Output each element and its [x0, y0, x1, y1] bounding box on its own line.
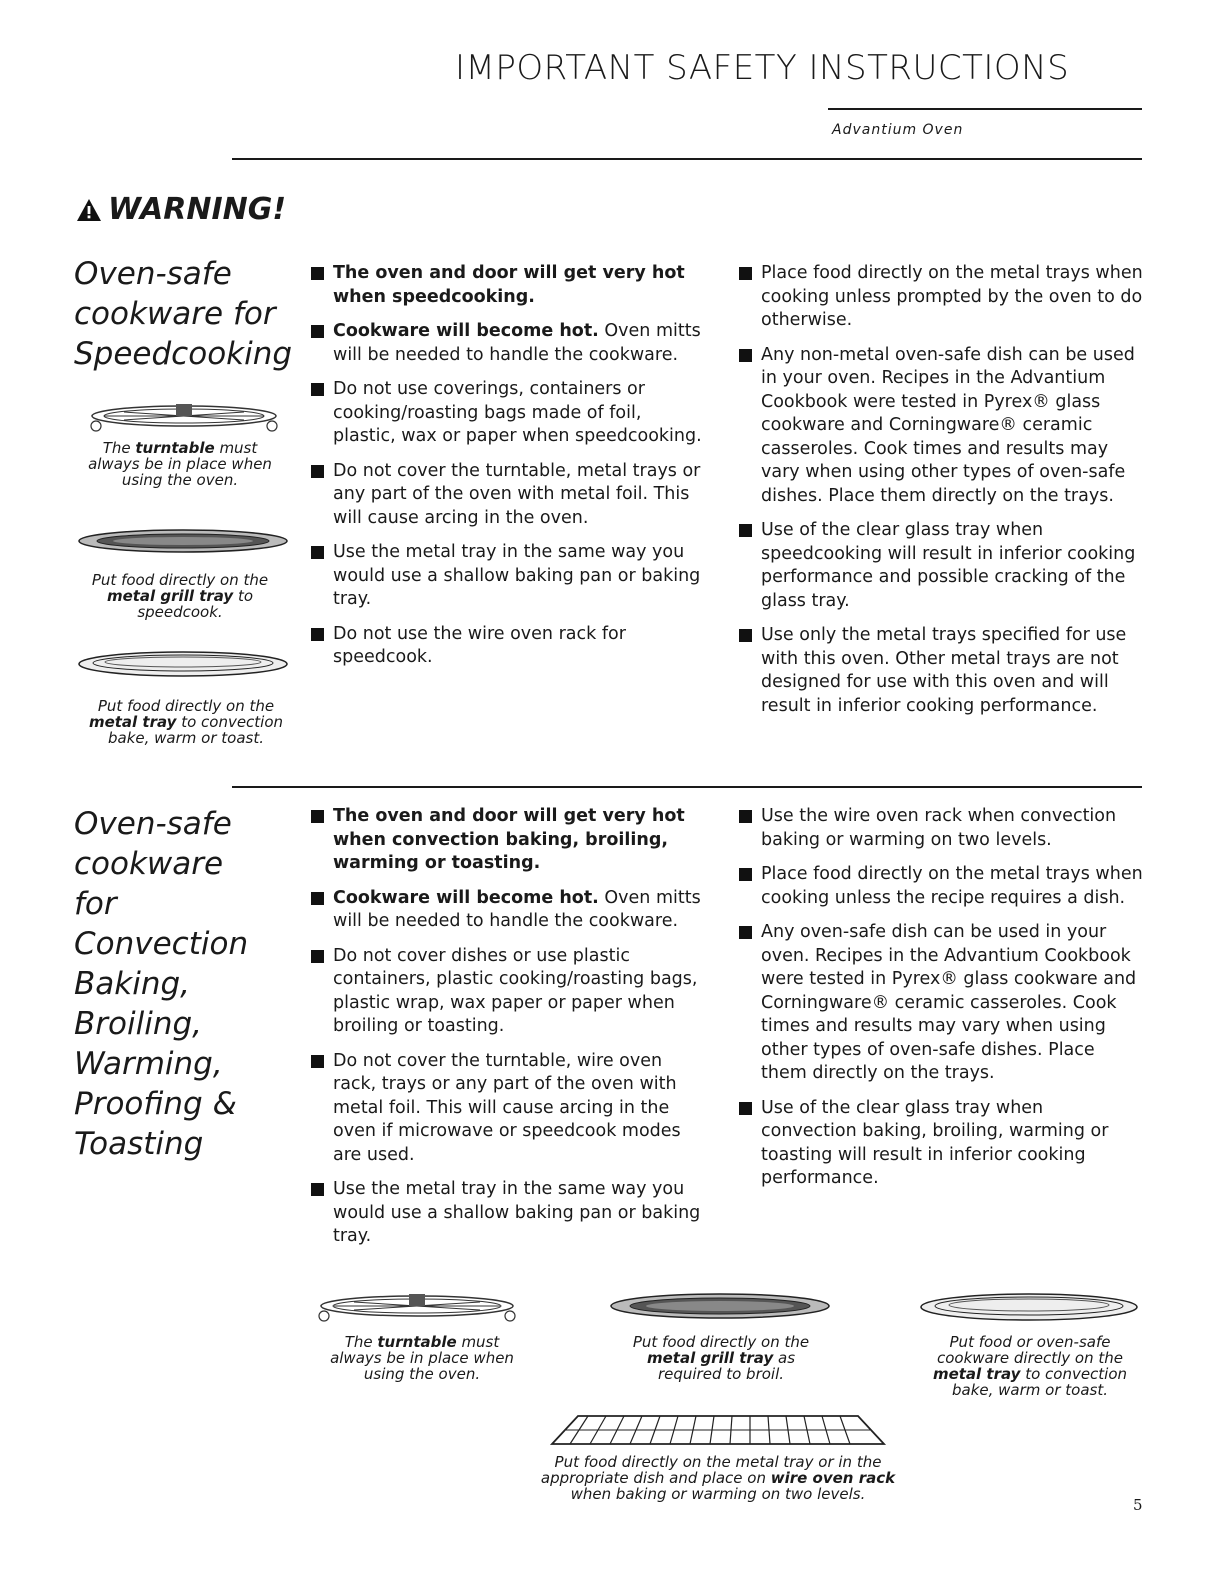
section2-title-line: Warming,: [74, 1046, 223, 1082]
bottom-metal-tray-caption: [920, 1334, 1140, 1398]
metal-grill-tray-illustration: [76, 528, 290, 554]
bullet-text: Place food directly on the metal trays when cooking unless the recipe requires a dish.: [761, 864, 1143, 908]
wire-oven-rack-illustration: [548, 1412, 888, 1448]
caption-bold: metal tray: [88, 713, 177, 731]
page-number: 5: [1133, 1496, 1143, 1514]
section2-title-line: Toasting: [74, 1126, 204, 1162]
caption-text: Put food directly on the: [97, 697, 275, 715]
bullet-item: [739, 805, 1144, 852]
section1-column-2: [739, 262, 1144, 729]
bottom-grill-caption: [616, 1334, 826, 1382]
caption-text: to convection bake, warm or toast.: [108, 713, 284, 747]
section1-column-1: [311, 262, 706, 681]
metal-tray-caption: [80, 698, 292, 746]
bullet-text: Use only the metal trays specified for use with this oven. Other metal trays are not designed for use with this oven and will result in inferior cooking performance.: [761, 625, 1127, 716]
section2-title-line: Proofing &: [74, 1086, 237, 1122]
caption-text: when baking or warming on two levels.: [570, 1485, 866, 1503]
bullet-bold: Cookware will become hot.: [333, 321, 599, 341]
warning-heading: [76, 192, 286, 227]
caption-text: must always be in place when using the oven.: [88, 439, 272, 489]
caption-bold: metal tray: [932, 1365, 1021, 1383]
metal-tray-illustration: [76, 650, 290, 678]
bullet-item: [739, 262, 1144, 333]
turntable-illustration-bottom: [312, 1288, 522, 1328]
bullet-item: [739, 921, 1144, 1086]
section-divider: [232, 786, 1142, 788]
bullet-text: Do not cover dishes or use plastic containers, plastic cooking/roasting bags, plastic wrap, wax paper or paper when broiling or toasting.: [333, 945, 698, 1036]
bullet-item: [739, 1097, 1144, 1191]
caption-text: as required to broil.: [657, 1349, 796, 1383]
bullet-text: Use the metal tray in the same way you would use a shallow baking pan or baking tray.: [333, 542, 701, 609]
bullet-item: [739, 344, 1144, 509]
bullet-text: Do not cover the turntable, wire oven rack, trays or any part of the oven with metal foil. This will cause arcing in the oven if microwave or speedcook modes are used.: [333, 1050, 681, 1165]
bullet-item: [311, 945, 706, 1039]
bullet-item: [311, 378, 706, 449]
caption-text: to speedcook.: [137, 587, 254, 621]
header-rule-long: [232, 158, 1142, 160]
product-subtitle: Advantium Oven: [832, 122, 964, 138]
grill-tray-caption: [80, 572, 280, 620]
bullet-text: Use of the clear glass tray when speedcooking will result in inferior cooking performance and possible cracking of the glass tray.: [761, 520, 1136, 611]
caption-bold: turntable: [377, 1333, 457, 1351]
bullet-item: [311, 541, 706, 612]
bullet-text: Use of the clear glass tray when convection baking, broiling, warming or toasting will result in inferior cooking performance.: [761, 1097, 1109, 1188]
bullet-item: [311, 887, 706, 934]
caption-text: Put food directly on the metal tray or in the appropriate dish and place on: [540, 1453, 882, 1487]
bullet-text: Do not cover the turntable, metal trays or any part of the oven with metal foil. This will cause arcing in the oven.: [333, 460, 701, 528]
caption-text: The: [344, 1333, 378, 1351]
bottom-rack-caption: [528, 1454, 908, 1502]
bullet-text: Oven mitts will be needed to handle the cookware.: [333, 321, 701, 365]
section2-title-line: Baking,: [74, 966, 191, 1002]
bullet-item: [311, 623, 706, 670]
caption-text: Put food directly on the: [91, 571, 269, 589]
bullet-bold: The oven and door will get very hot when convection baking, broiling, warming or toasting.: [333, 806, 685, 873]
section2-column-1: [311, 805, 706, 1260]
bullet-item: [311, 320, 706, 367]
header-rule-short: [828, 108, 1142, 110]
bullet-text: Any oven-safe dish can be used in your oven. Recipes in the Advantium Cookbook were tested in Pyrex® glass cookware and Corningware® ceramic casseroles. Cook times and results may vary when using other types of oven-safe dishes. Place them directly on the trays.: [761, 922, 1137, 1083]
section1-title-line: cookware for: [74, 296, 276, 332]
bullet-item: [739, 863, 1144, 910]
bullet-text: Do not use the wire oven rack for speedcook.: [333, 623, 626, 667]
section2-title-line: Convection: [74, 926, 249, 962]
turntable-caption: [80, 440, 280, 488]
bullet-item: [311, 1178, 706, 1249]
section2-title-line: cookware: [74, 846, 224, 882]
page-title: IMPORTANT SAFETY INSTRUCTIONS: [455, 48, 1070, 88]
metal-grill-tray-illustration-bottom: [608, 1292, 832, 1320]
warning-triangle-icon: [76, 198, 102, 222]
bullet-text: Use the wire oven rack when convection baking or warming on two levels.: [761, 806, 1117, 850]
bullet-bold: Cookware will become hot.: [333, 887, 599, 908]
bullet-item: [311, 805, 706, 876]
bullet-bold: The oven and door will get very hot when speedcooking.: [333, 263, 685, 307]
caption-text: Put food or oven-safe cookware directly on the: [936, 1333, 1123, 1367]
section1-title: [74, 254, 294, 374]
caption-text: The: [102, 439, 136, 457]
caption-text: to convection bake, warm or toast.: [952, 1365, 1128, 1399]
bullet-item: [739, 624, 1144, 718]
caption-text: must always be in place when using the oven.: [330, 1333, 514, 1383]
caption-text: Put food directly on the: [632, 1333, 810, 1351]
bullet-item: [739, 519, 1144, 613]
bullet-text: Place food directly on the metal trays when cooking unless prompted by the oven to do otherwise.: [761, 263, 1143, 330]
bullet-text: Use the metal tray in the same way you would use a shallow baking pan or baking tray.: [333, 1179, 701, 1246]
caption-bold: wire oven rack: [770, 1469, 896, 1487]
bottom-turntable-caption: [322, 1334, 522, 1382]
caption-bold: turntable: [135, 439, 215, 457]
bullet-item: [311, 460, 706, 531]
bullet-text: Oven mitts will be needed to handle the cookware.: [333, 887, 701, 931]
bullet-item: [311, 262, 706, 309]
caption-bold: metal grill tray: [106, 587, 234, 605]
bullet-text: Any non-metal oven-safe dish can be used in your oven. Recipes in the Advantium Cookbook were tested in Pyrex® glass cookware and Corningware® ceramic casseroles. Cook times and results may vary when using other types of oven-safe dishes. Place them directly on the trays.: [761, 344, 1135, 506]
section1-title-line: Oven-safe: [74, 256, 232, 292]
bullet-item: [311, 1050, 706, 1168]
bullet-text: Do not use coverings, containers or cooking/roasting bags made of foil, plastic, wax or paper when speedcooking.: [333, 379, 702, 446]
section2-title-line: Broiling,: [74, 1006, 202, 1042]
caption-bold: metal grill tray: [646, 1349, 774, 1367]
section2-title-line: for: [74, 886, 117, 922]
warning-label: WARNING!: [108, 192, 287, 227]
turntable-illustration: [84, 398, 284, 438]
section1-title-line: Speedcooking: [74, 336, 293, 372]
section2-title-line: Oven-safe: [74, 806, 232, 842]
metal-tray-illustration-bottom: [918, 1292, 1140, 1322]
section2-title: [74, 804, 294, 1164]
section2-column-2: [739, 805, 1144, 1202]
